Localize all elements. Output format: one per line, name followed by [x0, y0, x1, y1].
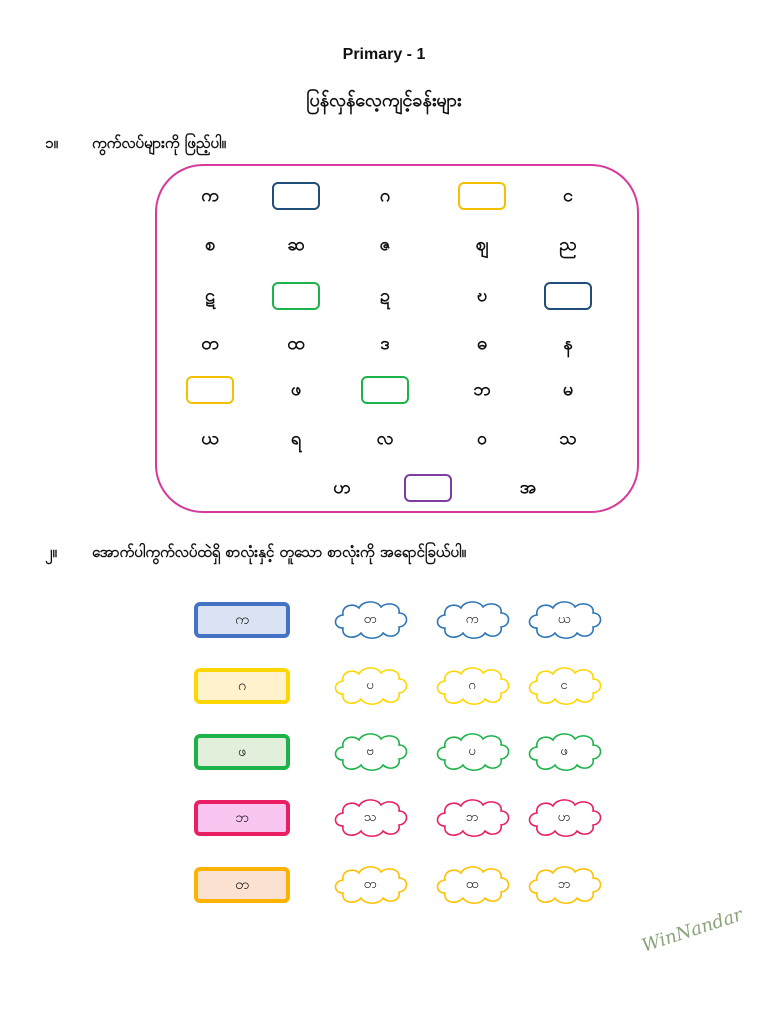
- grid-letter: ဈ: [475, 233, 489, 255]
- cloud-option[interactable]: [329, 664, 411, 708]
- blank-box[interactable]: [186, 376, 234, 404]
- cloud-option[interactable]: [523, 796, 605, 840]
- grid-letter: ဆ: [287, 233, 305, 255]
- grid-letter: ဒ: [380, 332, 390, 354]
- grid-letter: အ: [519, 476, 537, 498]
- grid-letter: ဋ: [205, 284, 215, 306]
- cloud-option[interactable]: [329, 863, 411, 907]
- grid-letter: ရ: [290, 427, 302, 449]
- grid-letter: ဘ: [473, 378, 491, 400]
- grid-letter: န: [563, 332, 573, 354]
- cloud-option[interactable]: [523, 598, 605, 642]
- cloud-option-letter: ဘ: [465, 809, 479, 825]
- grid-letter: တ: [201, 332, 219, 354]
- grid-letter: ဓ: [476, 332, 488, 354]
- question-1-number: ၁။: [45, 134, 58, 152]
- target-letter-tile: တ: [194, 867, 290, 903]
- cloud-option-letter: ယ: [557, 611, 571, 627]
- blank-box[interactable]: [458, 182, 506, 210]
- grid-letter: ဂ: [379, 184, 391, 206]
- grid-letter: ဖ: [290, 378, 302, 400]
- cloud-option[interactable]: [329, 598, 411, 642]
- page-title: Primary - 1: [342, 46, 426, 63]
- grid-letter: သ: [559, 427, 577, 449]
- cloud-option-letter: က: [465, 611, 479, 627]
- question-2-instruction: အောက်ပါကွက်လပ်ထဲရှိ စာလုံးနှင့် တူသော စာလုံးကို အရောင်ခြယ်ပါ။: [92, 543, 467, 561]
- cloud-option-letter: ဗ: [366, 743, 374, 759]
- cloud-option-letter: ပ: [468, 743, 476, 759]
- cloud-option[interactable]: [431, 863, 513, 907]
- grid-letter: လ: [376, 427, 394, 449]
- cloud-option[interactable]: [329, 730, 411, 774]
- target-letter-tile: ဂ: [194, 668, 290, 704]
- cloud-option-letter: သ: [363, 809, 377, 825]
- cloud-option-letter: ပ: [366, 677, 374, 693]
- blank-box[interactable]: [404, 474, 452, 502]
- grid-letter: စ: [204, 233, 216, 255]
- cloud-option-letter: ထ: [465, 876, 479, 892]
- cloud-option[interactable]: [431, 664, 513, 708]
- cloud-option-letter: င: [560, 677, 568, 693]
- cloud-option[interactable]: [431, 796, 513, 840]
- cloud-option[interactable]: [523, 664, 605, 708]
- grid-letter: ယ: [201, 427, 219, 449]
- blank-box[interactable]: [272, 282, 320, 310]
- signature: WinNandar: [639, 904, 746, 957]
- cloud-option-letter: ဖ: [560, 743, 568, 759]
- cloud-option[interactable]: [431, 598, 513, 642]
- cloud-option-letter: ဂ: [468, 677, 476, 693]
- target-letter-tile: ဘ: [194, 800, 290, 836]
- target-letter-tile: ဖ: [194, 734, 290, 770]
- cloud-option[interactable]: [523, 730, 605, 774]
- cloud-option[interactable]: [329, 796, 411, 840]
- question-2-number: ၂။: [45, 543, 57, 561]
- target-letter-tile: က: [194, 602, 290, 638]
- question-1-instruction: ကွက်လပ်များကို ဖြည့်ပါ။: [92, 134, 227, 152]
- grid-letter: မ: [562, 378, 574, 400]
- cloud-option[interactable]: [431, 730, 513, 774]
- grid-letter: ဎ: [476, 284, 488, 306]
- cloud-option-letter: တ: [363, 876, 377, 892]
- grid-letter: ည: [559, 233, 577, 255]
- cloud-option-letter: ဘ: [557, 876, 571, 892]
- grid-letter: င: [563, 184, 573, 206]
- cloud-option-letter: တ: [363, 611, 377, 627]
- blank-box[interactable]: [544, 282, 592, 310]
- page-subtitle: ပြန်လှန်လေ့ကျင့်ခန်းများ: [306, 90, 462, 111]
- blank-box[interactable]: [361, 376, 409, 404]
- grid-letter: ထ: [287, 332, 305, 354]
- cloud-option-letter: ဟ: [557, 809, 571, 825]
- grid-letter: ဍ: [380, 284, 390, 306]
- grid-letter: ဇ: [379, 233, 391, 255]
- grid-letter: ဟ: [333, 476, 351, 498]
- grid-letter: ဝ: [476, 427, 488, 449]
- blank-box[interactable]: [272, 182, 320, 210]
- cloud-option[interactable]: [523, 863, 605, 907]
- grid-letter: က: [201, 184, 219, 206]
